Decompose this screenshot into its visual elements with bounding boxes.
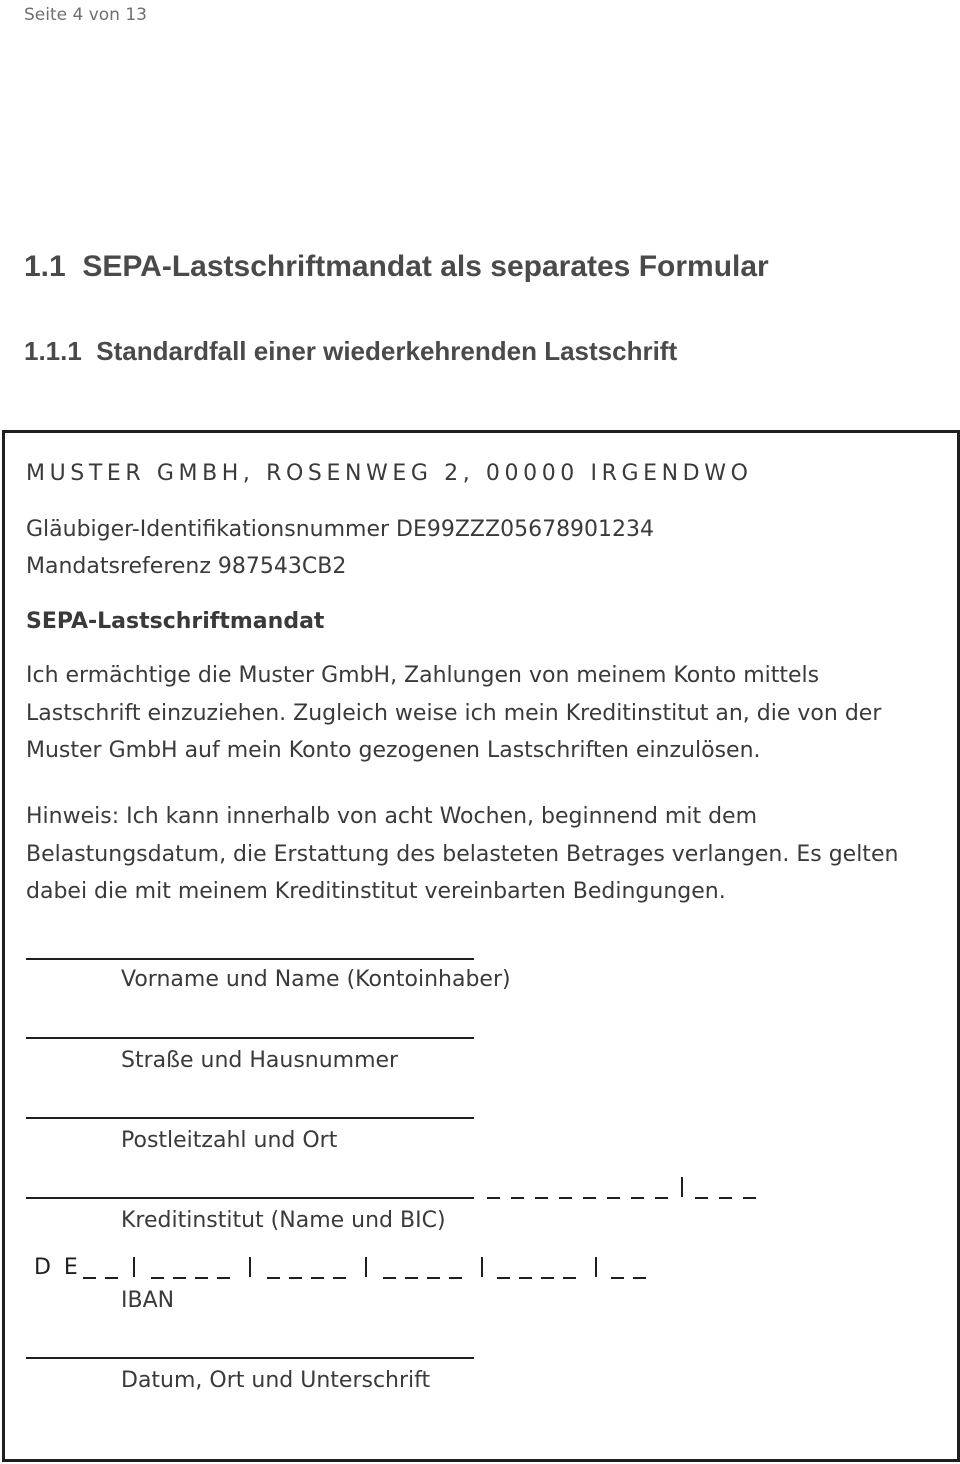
iban-slot (497, 1277, 510, 1279)
iban-slot (611, 1277, 624, 1279)
iban-separator (365, 1257, 367, 1277)
iban-slot (541, 1277, 554, 1279)
iban-slot (333, 1277, 346, 1279)
iban-slot (563, 1277, 576, 1279)
postal-city-label: Postleitzahl und Ort (121, 1128, 338, 1153)
street-label: Straße und Hausnummer (121, 1048, 399, 1073)
bic-slot (559, 1197, 572, 1199)
bic-slot (719, 1197, 732, 1199)
iban-slot (173, 1277, 186, 1279)
mandate-reference-line: Mandatsreferenz 987543CB2 (26, 554, 347, 579)
date-signature-label: Datum, Ort und Unterschrift (121, 1368, 431, 1393)
iban-slot (519, 1277, 532, 1279)
iban-separator (133, 1257, 135, 1277)
mandate-title: SEPA-Lastschriftmandat (26, 609, 325, 634)
iban-slot (383, 1277, 396, 1279)
iban-slot (289, 1277, 302, 1279)
creditor-id-line: Gläubiger-Identifikationsnummer DE99ZZZ05678901234 (26, 517, 655, 542)
account-holder-line[interactable] (26, 958, 474, 960)
section-heading: 1.1 SEPA-Lastschriftmandat als separates Formular (24, 250, 769, 283)
bic-slot (655, 1197, 668, 1199)
street-line[interactable] (26, 1037, 474, 1039)
notice-text: Hinweis: Ich kann innerhalb von acht Wochen, beginnend mit dem Belastungsdatum, die Erstattung des belasteten Betrages verlangen. Es gelten dabei die mit meinem Kreditinstitut vereinbarten Bedingungen. (26, 804, 899, 904)
bic-slot (695, 1197, 708, 1199)
bic-slot (607, 1197, 620, 1199)
iban-slot (267, 1277, 280, 1279)
bic-slot (511, 1197, 524, 1199)
iban-separator (481, 1257, 483, 1277)
creditor-address: MUSTER GMBH, ROSENWEG 2, 00000 IRGENDWO (26, 461, 753, 486)
bic-slot (583, 1197, 596, 1199)
account-holder-label: Vorname und Name (Kontoinhaber) (121, 967, 511, 992)
bic-slot (487, 1197, 500, 1199)
bic-slot (743, 1197, 756, 1199)
iban-slot (105, 1277, 118, 1279)
iban-slot (311, 1277, 324, 1279)
iban-slot (195, 1277, 208, 1279)
page-indicator: Seite 4 von 13 (24, 5, 147, 25)
iban-slot (449, 1277, 462, 1279)
postal-city-line[interactable] (26, 1117, 474, 1119)
bic-slot (535, 1197, 548, 1199)
subsection-heading: 1.1.1 Standardfall einer wiederkehrenden Lastschrift (24, 336, 678, 366)
iban-country-prefix: D E (34, 1255, 81, 1280)
authorization-text: Ich ermächtige die Muster GmbH, Zahlungen von meinem Konto mittels Lastschrift einzuziehen. Zugleich weise ich mein Kreditinstitut an, die von der Muster GmbH auf mein Konto gezogenen Lastschriften einzulösen. (26, 663, 882, 763)
bank-name-line[interactable] (26, 1197, 474, 1199)
date-signature-line[interactable] (26, 1357, 474, 1359)
bic-separator (681, 1177, 683, 1197)
iban-label: IBAN (121, 1288, 175, 1313)
iban-slot (217, 1277, 230, 1279)
iban-separator (595, 1257, 597, 1277)
iban-slot (151, 1277, 164, 1279)
iban-slot (83, 1277, 96, 1279)
iban-slot (633, 1277, 646, 1279)
iban-separator (249, 1257, 251, 1277)
sepa-mandate-form (2, 430, 960, 1462)
iban-slot (405, 1277, 418, 1279)
bic-slot (631, 1197, 644, 1199)
bank-label: Kreditinstitut (Name und BIC) (121, 1208, 446, 1233)
iban-slot (427, 1277, 440, 1279)
